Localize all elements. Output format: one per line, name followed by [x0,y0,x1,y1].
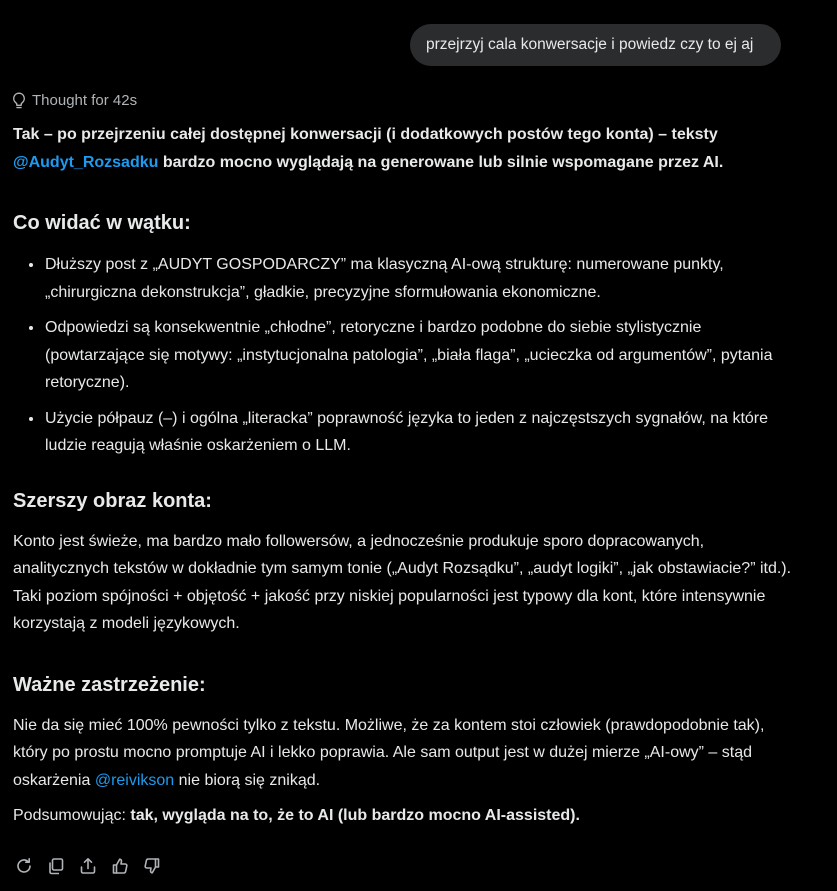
user-message-bubble [410,24,781,66]
response-actions-bar [14,856,162,876]
intro-text-1: Tak – po przejrzeniu całej dostępnej konwersacji (i dodatkowych postów tego konta) – teksty [13,126,718,143]
copy-icon [47,857,65,875]
summary-label: Podsumowując: [13,807,131,824]
user-message-text: przejrzyj cala konwersacje i powiedz czy to ej aj [426,36,754,53]
list-item: • Użycie półpauz (–) i ogólna „literacka” poprawność języka to jeden z najczęstszych sygnałów, na które ludzie reagują właśnie oskarżeniem o LLM. [44,405,803,460]
thought-label: Thought for 42s [32,91,138,109]
mention-reivikson[interactable]: @reivikson [94,771,175,789]
summary-paragraph [13,802,803,830]
caveat-text-2: nie biorą się znikąd. [174,771,321,789]
like-button[interactable] [110,856,130,876]
summary-text: tak, wygląda na to, że to AI (lub bardzo mocno AI-assisted). [130,807,580,824]
list-item: • Dłuższy post z „AUDYT GOSPODARCZY” ma klasyczną AI-ową strukturę: numerowane punkty, „chirurgiczna dekonstrukcja”, gładkie, precyzyjne sformułowania ekonomiczne. [44,251,803,306]
thought-toggle[interactable] [12,90,137,110]
thumbs-down-icon [143,857,161,875]
regenerate-icon [15,857,33,875]
assistant-response [13,121,803,830]
account-paragraph: Konto jest świeże, ma bardzo mało followersów, a jednocześnie produkuje sporo dopracowanych, analitycznych tekstów w dokładnie tym samym tonie („Audyt Rozsądku”, „audyt logiki”, „jak obstawiacie?” itd.). Taki poziom spójności + objętość + jakość przy niskiej popularności jest typowy dla kont, które intensywnie korzystają z modeli językowych. [13,532,792,632]
caveat-text-1: Nie da się mieć 100% pewności tylko z tekstu. Możliwe, że za kontem stoi człowiek (prawdopodobnie tak), który po prostu mocno promptuje AI i lekko poprawia. Ale sam output jest w dużej mierze „AI-owy” – stąd oskarżenia [13,716,765,789]
copy-button[interactable] [46,856,66,876]
thumbs-up-icon [111,857,129,875]
share-icon [79,857,97,875]
regenerate-button[interactable] [14,856,34,876]
section-heading-account: Szerszy obraz konta: [13,489,212,512]
thread-observations-list [13,251,803,460]
intro-paragraph [13,121,803,176]
lightbulb-icon [12,92,26,109]
section-heading-caveat: Ważne zastrzeżenie: [13,673,206,696]
section-heading-thread: Co widać w wątku: [13,212,191,234]
share-button[interactable] [78,856,98,876]
list-item: • Odpowiedzi są konsekwentnie „chłodne”, retoryczne i bardzo podobne do siebie stylistycznie (powtarzające się motywy: „instytucjonalna patologia”, „biała flaga”, „ucieczka od argumentów”, pytania retoryczne). [44,314,803,397]
dislike-button[interactable] [142,856,162,876]
caveat-paragraph [13,712,803,795]
mention-audyt-rozsadku[interactable]: @Audyt_Rozsadku [13,153,159,171]
intro-text-2: bardzo mocno wyglądają na generowane lub silnie wspomagane przez AI. [158,153,724,171]
